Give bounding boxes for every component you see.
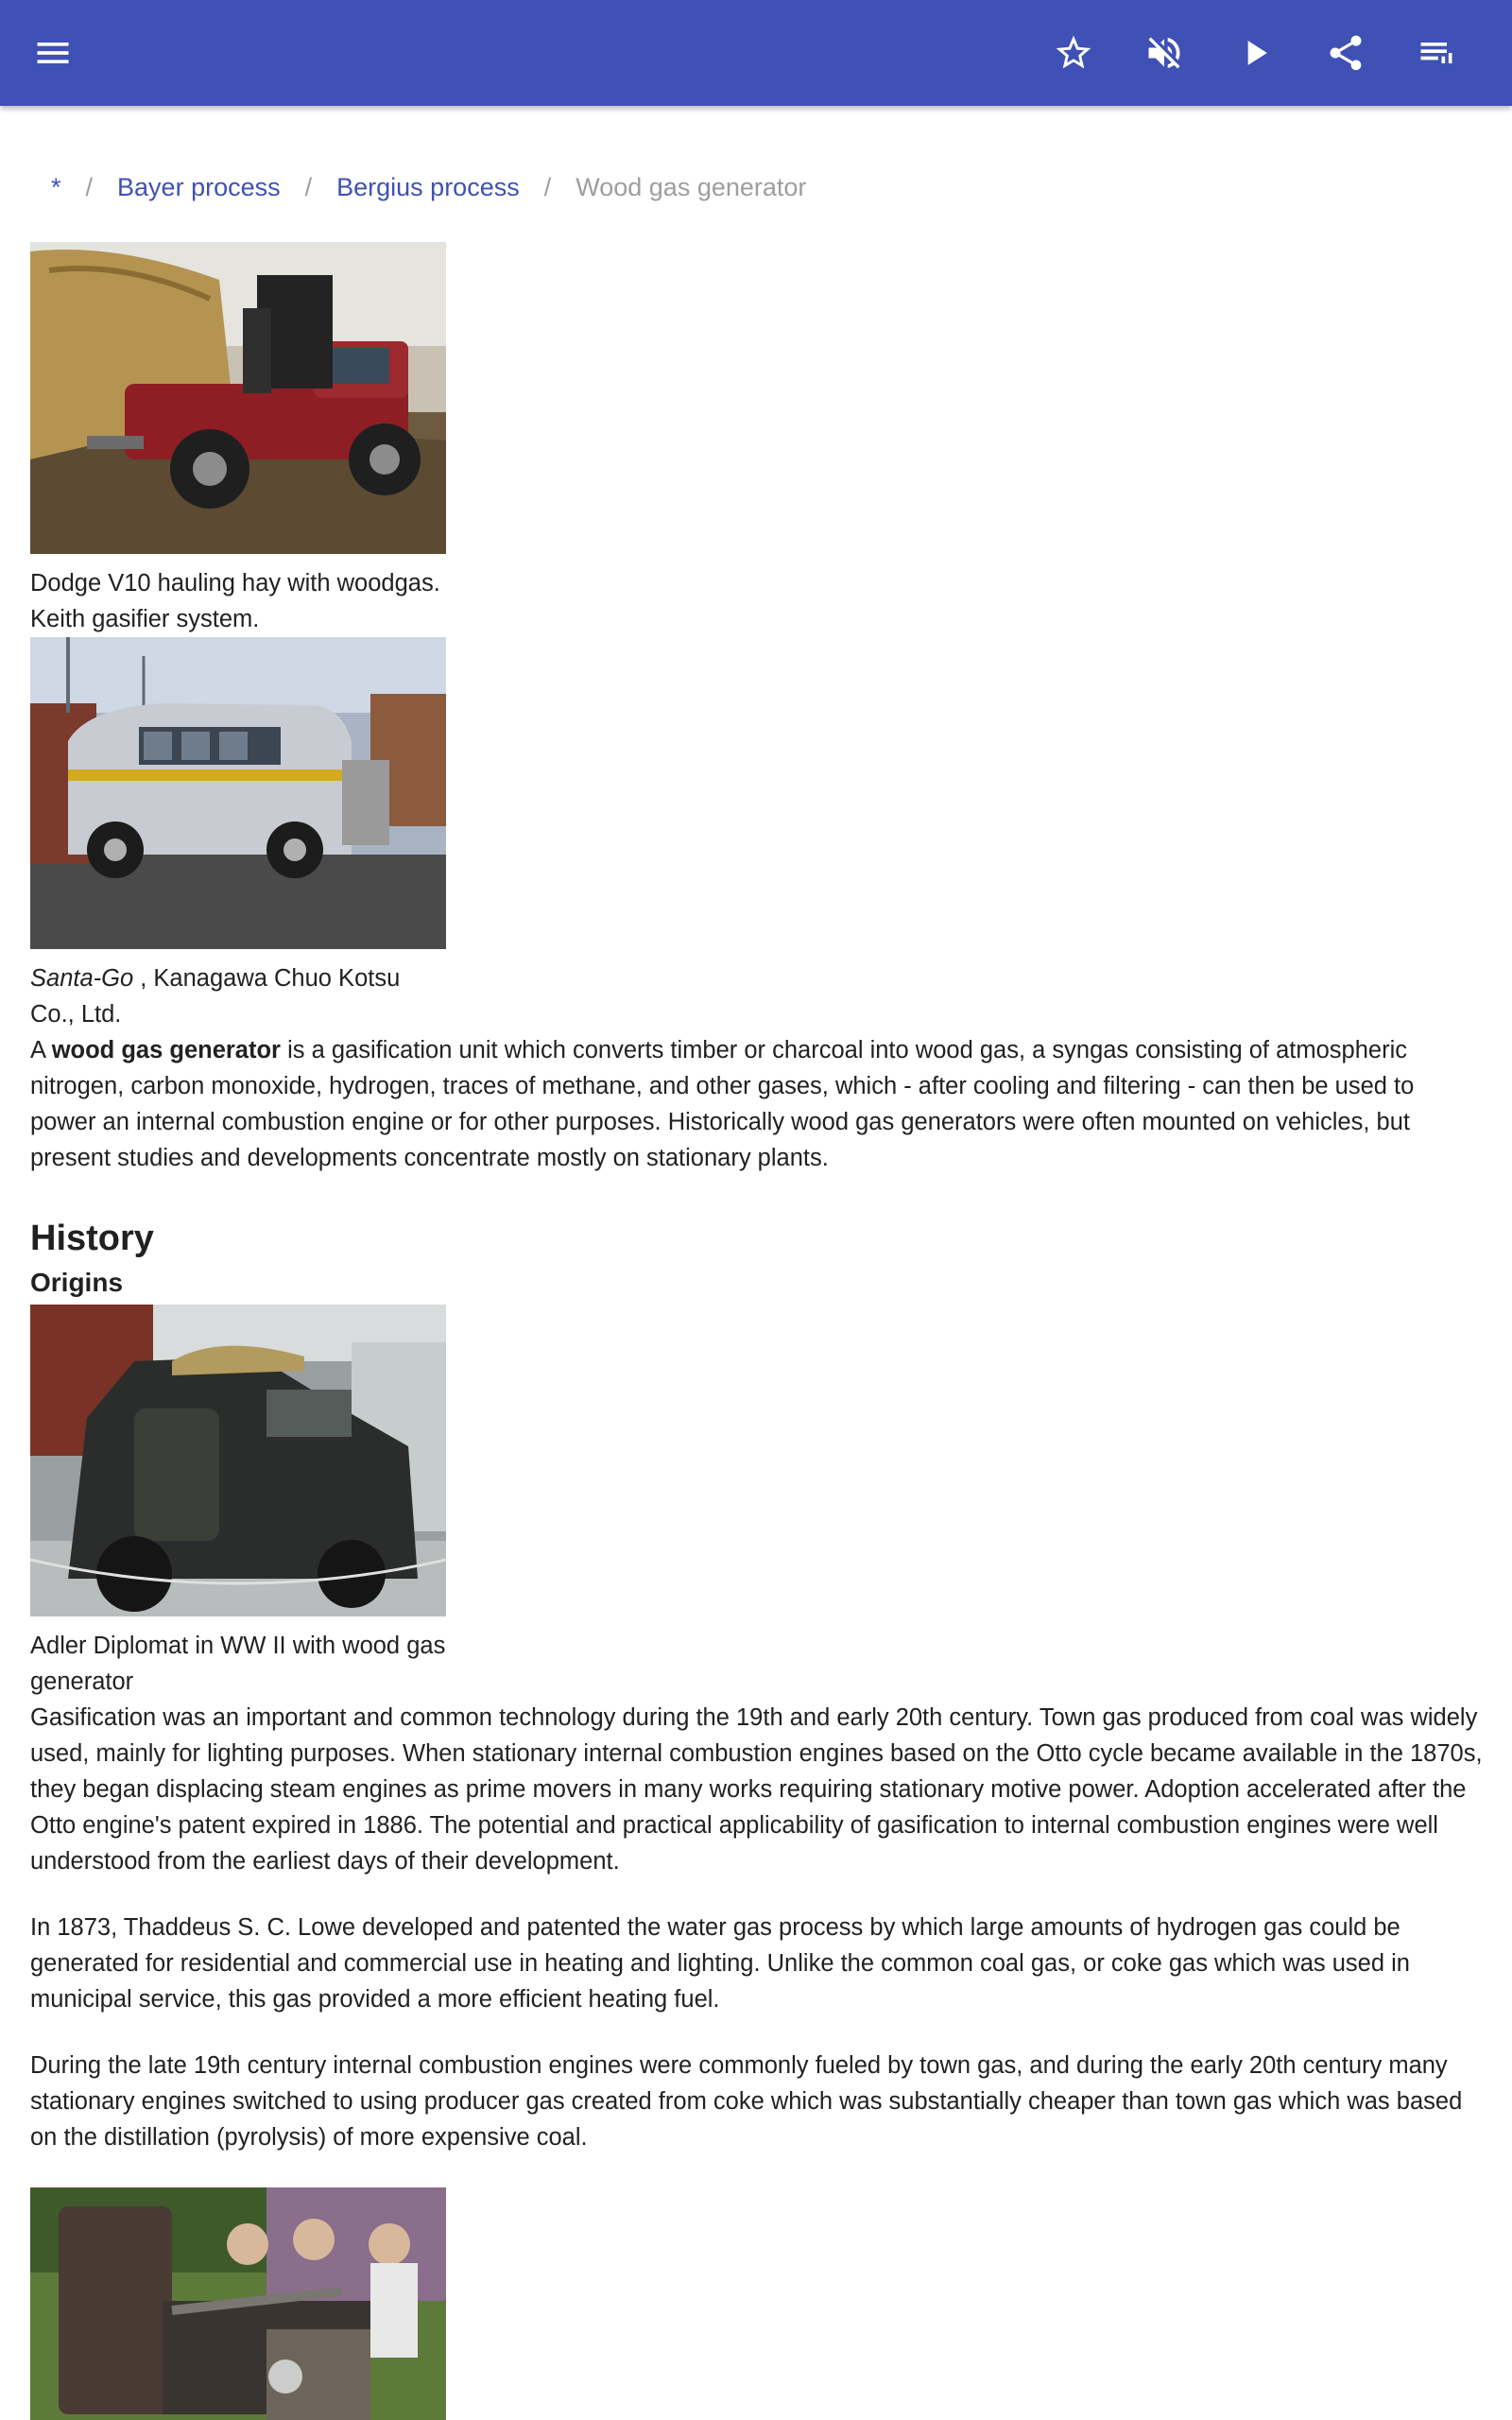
figure-dodge bbox=[30, 242, 446, 637]
breadcrumb-item-bergius-process[interactable]: Bergius process bbox=[336, 172, 520, 201]
caption-text: , Kanagawa Chuo Kotsu Co., Ltd. bbox=[30, 965, 401, 1028]
article-content bbox=[30, 242, 1486, 2420]
figure-caption bbox=[30, 960, 446, 1032]
breadcrumb-separator: / bbox=[543, 172, 552, 201]
caption-italic: Santa-Go bbox=[30, 965, 134, 992]
intro-paragraph: A wood gas generator is a gasification unit which converts timber or charcoal into wood gas, a syngas consisting of atmospheric nitrogen, carbon monoxide, hydrogen, traces of methane, and other gases, which - after cooling and filtering - can then be used to power an internal combustion engine or for other purposes. Historically wood gas generators were often mounted on vehicles, but present studies and developments concentrate mostly on stationary plants. bbox=[30, 1037, 1415, 1171]
paragraph-town-gas: During the late 19th century internal combustion engines were commonly fueled by town gas, and during the early 20th century many stationary engines switched to using producer gas created from coke which was substantially cheaper than town gas which was based on the distillation (pyrolysis) of more expensive coal. bbox=[30, 2052, 1463, 2151]
share-icon[interactable] bbox=[1319, 26, 1372, 79]
breadcrumb-separator: / bbox=[304, 172, 313, 201]
playlist-icon[interactable] bbox=[1410, 26, 1463, 79]
figure-adler bbox=[30, 1305, 446, 1700]
santa-go-bus-photo[interactable] bbox=[30, 637, 446, 949]
section-heading-history: History bbox=[30, 1219, 154, 1258]
paragraph-gasification: Gasification was an important and common technology during the 19th and early 20th century. Town gas produced from coal was widely used, mainly for lighting purposes. When stationary internal combustion engines based on the Otto cycle became available in the 1870s, they began displacing steam engines as prime movers in many works requiring stationary motive power. Adoption accelerated after the Otto engine's patent expired in 1886. The potential and practical applicability of gasification to internal combustion engines were well understood from the earliest days of their development. bbox=[30, 1704, 1483, 1875]
play-icon[interactable] bbox=[1228, 26, 1281, 79]
breadcrumb-current: Wood gas generator bbox=[576, 172, 807, 201]
figure-caption: Adler Diplomat in WW II with wood gas generator bbox=[30, 1633, 446, 1695]
app-bar bbox=[0, 0, 1512, 106]
subsection-heading-origins: Origins bbox=[30, 1268, 124, 1297]
breadcrumb-separator: / bbox=[85, 172, 94, 201]
paragraph-lowe: In 1873, Thaddeus S. C. Lowe developed and patented the water gas process by which large amounts of hydrogen gas could be generated for residential and commercial use in heating and lighting. Unlike the common coal gas, or coke gas which was used in municipal service, this gas provided a more efficient heating fuel. bbox=[30, 1914, 1410, 2013]
breadcrumb-item-bayer-process[interactable]: Bayer process bbox=[117, 172, 281, 201]
intro-term: wood gas generator bbox=[51, 1037, 281, 1063]
breadcrumb-home[interactable]: * bbox=[51, 172, 61, 201]
volume-off-icon[interactable] bbox=[1138, 26, 1191, 79]
woodgas-tractor-photo[interactable] bbox=[30, 2187, 446, 2420]
menu-icon[interactable] bbox=[26, 26, 79, 79]
dodge-woodgas-photo[interactable] bbox=[30, 242, 446, 554]
figure-tractor bbox=[30, 2187, 446, 2420]
star-icon[interactable] bbox=[1047, 26, 1100, 79]
breadcrumb bbox=[51, 168, 806, 206]
adler-diplomat-photo[interactable] bbox=[30, 1305, 446, 1616]
figure-caption: Dodge V10 hauling hay with woodgas. Keith gasifier system. bbox=[30, 570, 440, 632]
figure-santa-go bbox=[30, 637, 446, 1032]
